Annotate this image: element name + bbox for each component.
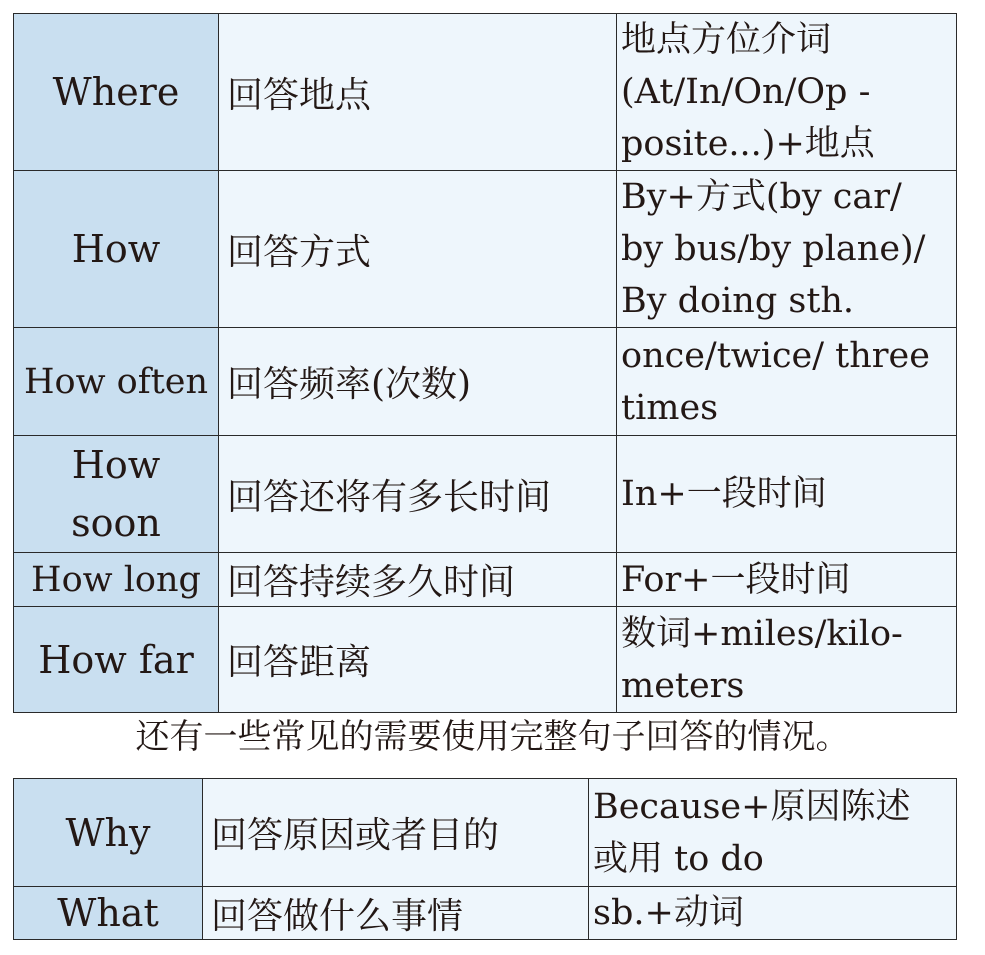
format-line: Because+原因陈述 [593,786,911,827]
format-line: meters [621,665,745,706]
question-word-cell: Where [14,14,219,171]
answer-type-cell: 回答距离 [219,607,617,713]
intro-sentence: 还有一些常见的需要使用完整句子回答的情况。 [135,717,850,757]
format-line: By doing sth. [621,281,855,321]
question-word-cell: How far [14,607,219,713]
answer-type-cell: 回答原因或者目的 [203,779,589,887]
question-word-cell: How often [14,328,219,436]
answer-type-cell: 回答做什么事情 [203,887,589,940]
answer-format-cell [617,553,957,607]
table-row [14,553,957,607]
format-line: sb.+动词 [593,893,744,933]
question-word-cell: How [14,171,219,328]
answer-format-cell [617,436,957,553]
question-word-cell: How soon [14,436,219,553]
format-line: once/twice/ three [621,335,930,376]
table-row [14,779,957,887]
table-row [14,607,957,713]
format-line: By+方式(by car/ [621,177,902,217]
format-line: For+一段时间 [621,559,851,600]
format-line: (At/In/On/Op - [621,72,871,112]
format-line: 地点方位介词 [621,20,832,60]
table-row [14,171,957,328]
format-line: posite...)+地点 [621,124,875,164]
table-row [14,436,957,553]
answer-type-cell: 回答地点 [219,14,617,171]
format-line: 数词+miles/kilo- [621,613,903,654]
answer-type-cell: 回答持续多久时间 [219,553,617,607]
answer-type-cell: 回答方式 [219,171,617,328]
format-line: 或用 to do [593,838,764,879]
full-sentence-table [13,778,957,940]
table-row [14,887,957,940]
answer-format-cell [617,14,957,171]
answer-type-cell: 回答频率(次数) [219,328,617,436]
question-word-cell: Why [14,779,203,887]
format-line: In+一段时间 [621,474,827,514]
answer-format-cell [589,779,957,887]
format-line: by bus/by plane)/ [621,229,926,269]
answer-format-cell [617,607,957,713]
answer-format-cell [617,328,957,436]
table-row [14,328,957,436]
answer-format-cell [617,171,957,328]
answer-format-cell [589,887,957,940]
answer-type-cell: 回答还将有多长时间 [219,436,617,553]
table-row [14,14,957,171]
question-word-cell: What [14,887,203,940]
question-words-table [13,13,957,713]
question-word-cell: How long [14,553,219,607]
format-line: times [621,387,719,428]
